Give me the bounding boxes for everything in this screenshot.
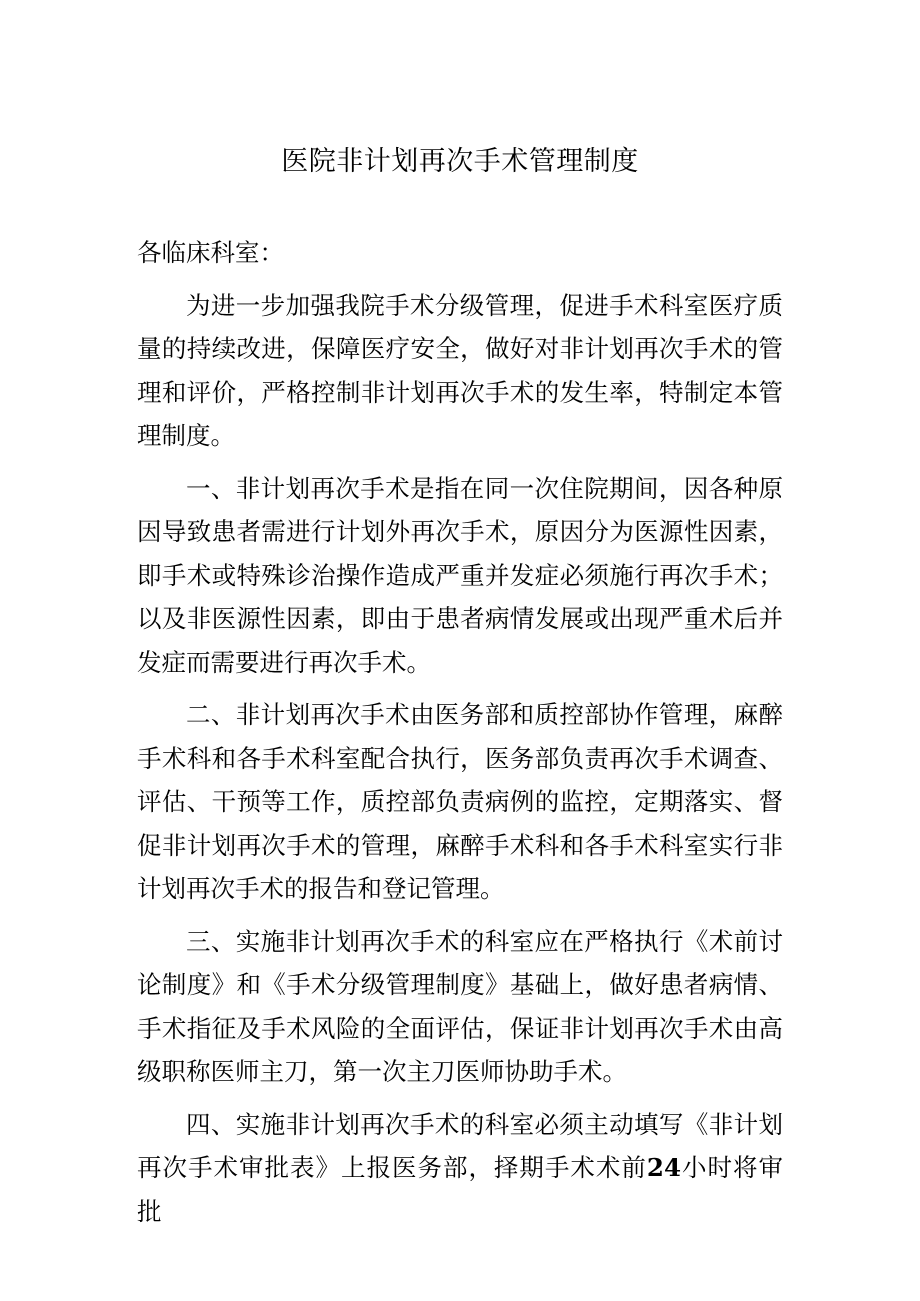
paragraph-article-4	[137, 1103, 783, 1234]
paragraph-article-4-text-before: 四、实施非计划再次手术的科室必须主动填写《非计划再次手术审批表》上报医务部，择期手术术前	[137, 1109, 783, 1182]
paragraph-article-2: 二、非计划再次手术由医务部和质控部协作管理，麻醉手术科和各手术科室配合执行，医务部负责再次手术调查、评估、干预等工作，质控部负责病例的监控，定期落实、督促非计划再次手术的管理，麻醉手术科和各手术科室实行非计划再次手术的报告和登记管理。	[137, 700, 783, 903]
paragraph-intro: 为进一步加强我院手术分级管理，促进手术科室医疗质量的持续改进，保障医疗安全，做好对非计划再次手术的管理和评价，严格控制非计划再次手术的发生率，特制定本管理制度。	[137, 290, 783, 450]
paragraph-article-1: 一、非计划再次手术是指在同一次住院期间，因各种原因导致患者需进行计划外再次手术，原因分为医源性因素，即手术或特殊诊治操作造成严重并发症必须施行再次手术；以及非医源性因素，即由于患者病情发展或出现严重术后并发症而需要进行再次手术。	[137, 473, 783, 677]
document-title: 医院非计划再次手术管理制度	[281, 146, 639, 177]
document-body	[137, 231, 783, 1242]
salutation: 各临床科室：	[137, 238, 284, 267]
paragraph-article-4-text-after: 小时将审批	[137, 1153, 784, 1226]
paragraph-article-3: 三、实施非计划再次手术的科室应在严格执行《术前讨论制度》和《手术分级管理制度》基础上，做好患者病情、手术指征及手术风险的全面评估，保证非计划再次手术由高级职称医师主刀，第一次主刀医师协助手术。	[137, 926, 783, 1086]
hours-number: 24	[646, 1153, 682, 1182]
